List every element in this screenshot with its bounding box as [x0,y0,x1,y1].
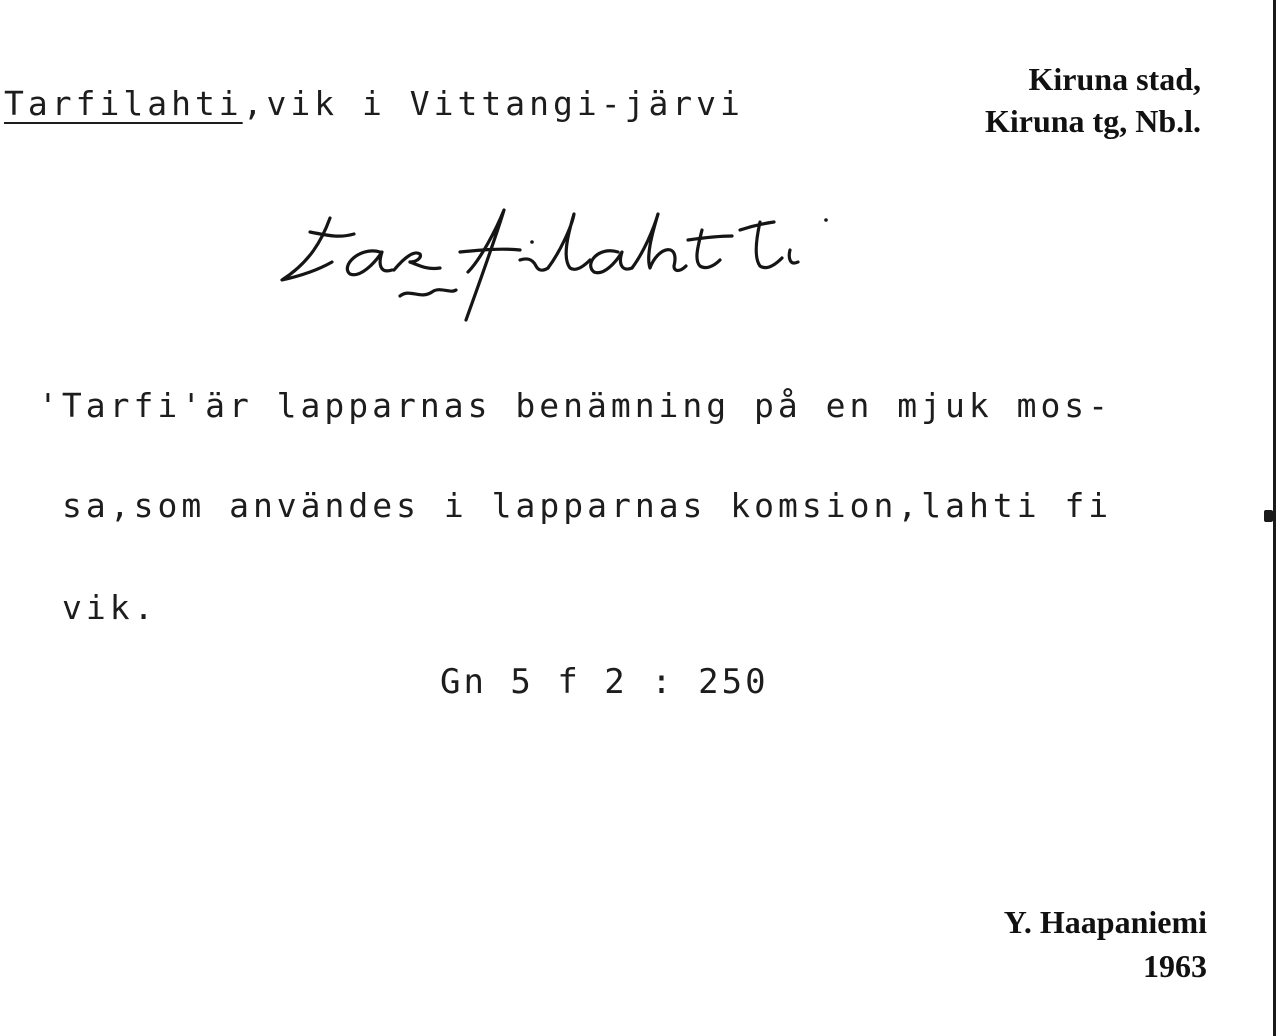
signature-name: Y. Haapaniemi [1003,904,1207,940]
headword-description: ,vik i Vittangi-järvi [242,84,744,123]
place-line-1: Kiruna stad, [1028,61,1201,97]
body-line-2: sa,som användes i lapparnas komsion,lahti fi [62,486,1113,525]
headword: Tarfilahti [4,84,243,123]
handwritten-form [270,200,850,330]
body-line-1: 'Tarfi'är lapparnas benämning på en mjuk mos- [38,386,1113,425]
place-line-2: Kiruna tg, Nb.l. [984,103,1201,139]
body-line-3: vik. [62,588,158,627]
reference-code: Gn 5 f 2 : 250 [440,662,769,702]
signature-year: 1963 [1143,948,1207,984]
headword-line [4,84,744,123]
card-edge-line [1273,0,1276,1036]
signature [1004,900,1207,988]
card-edge-mark [1264,510,1273,522]
place-info [985,58,1201,142]
